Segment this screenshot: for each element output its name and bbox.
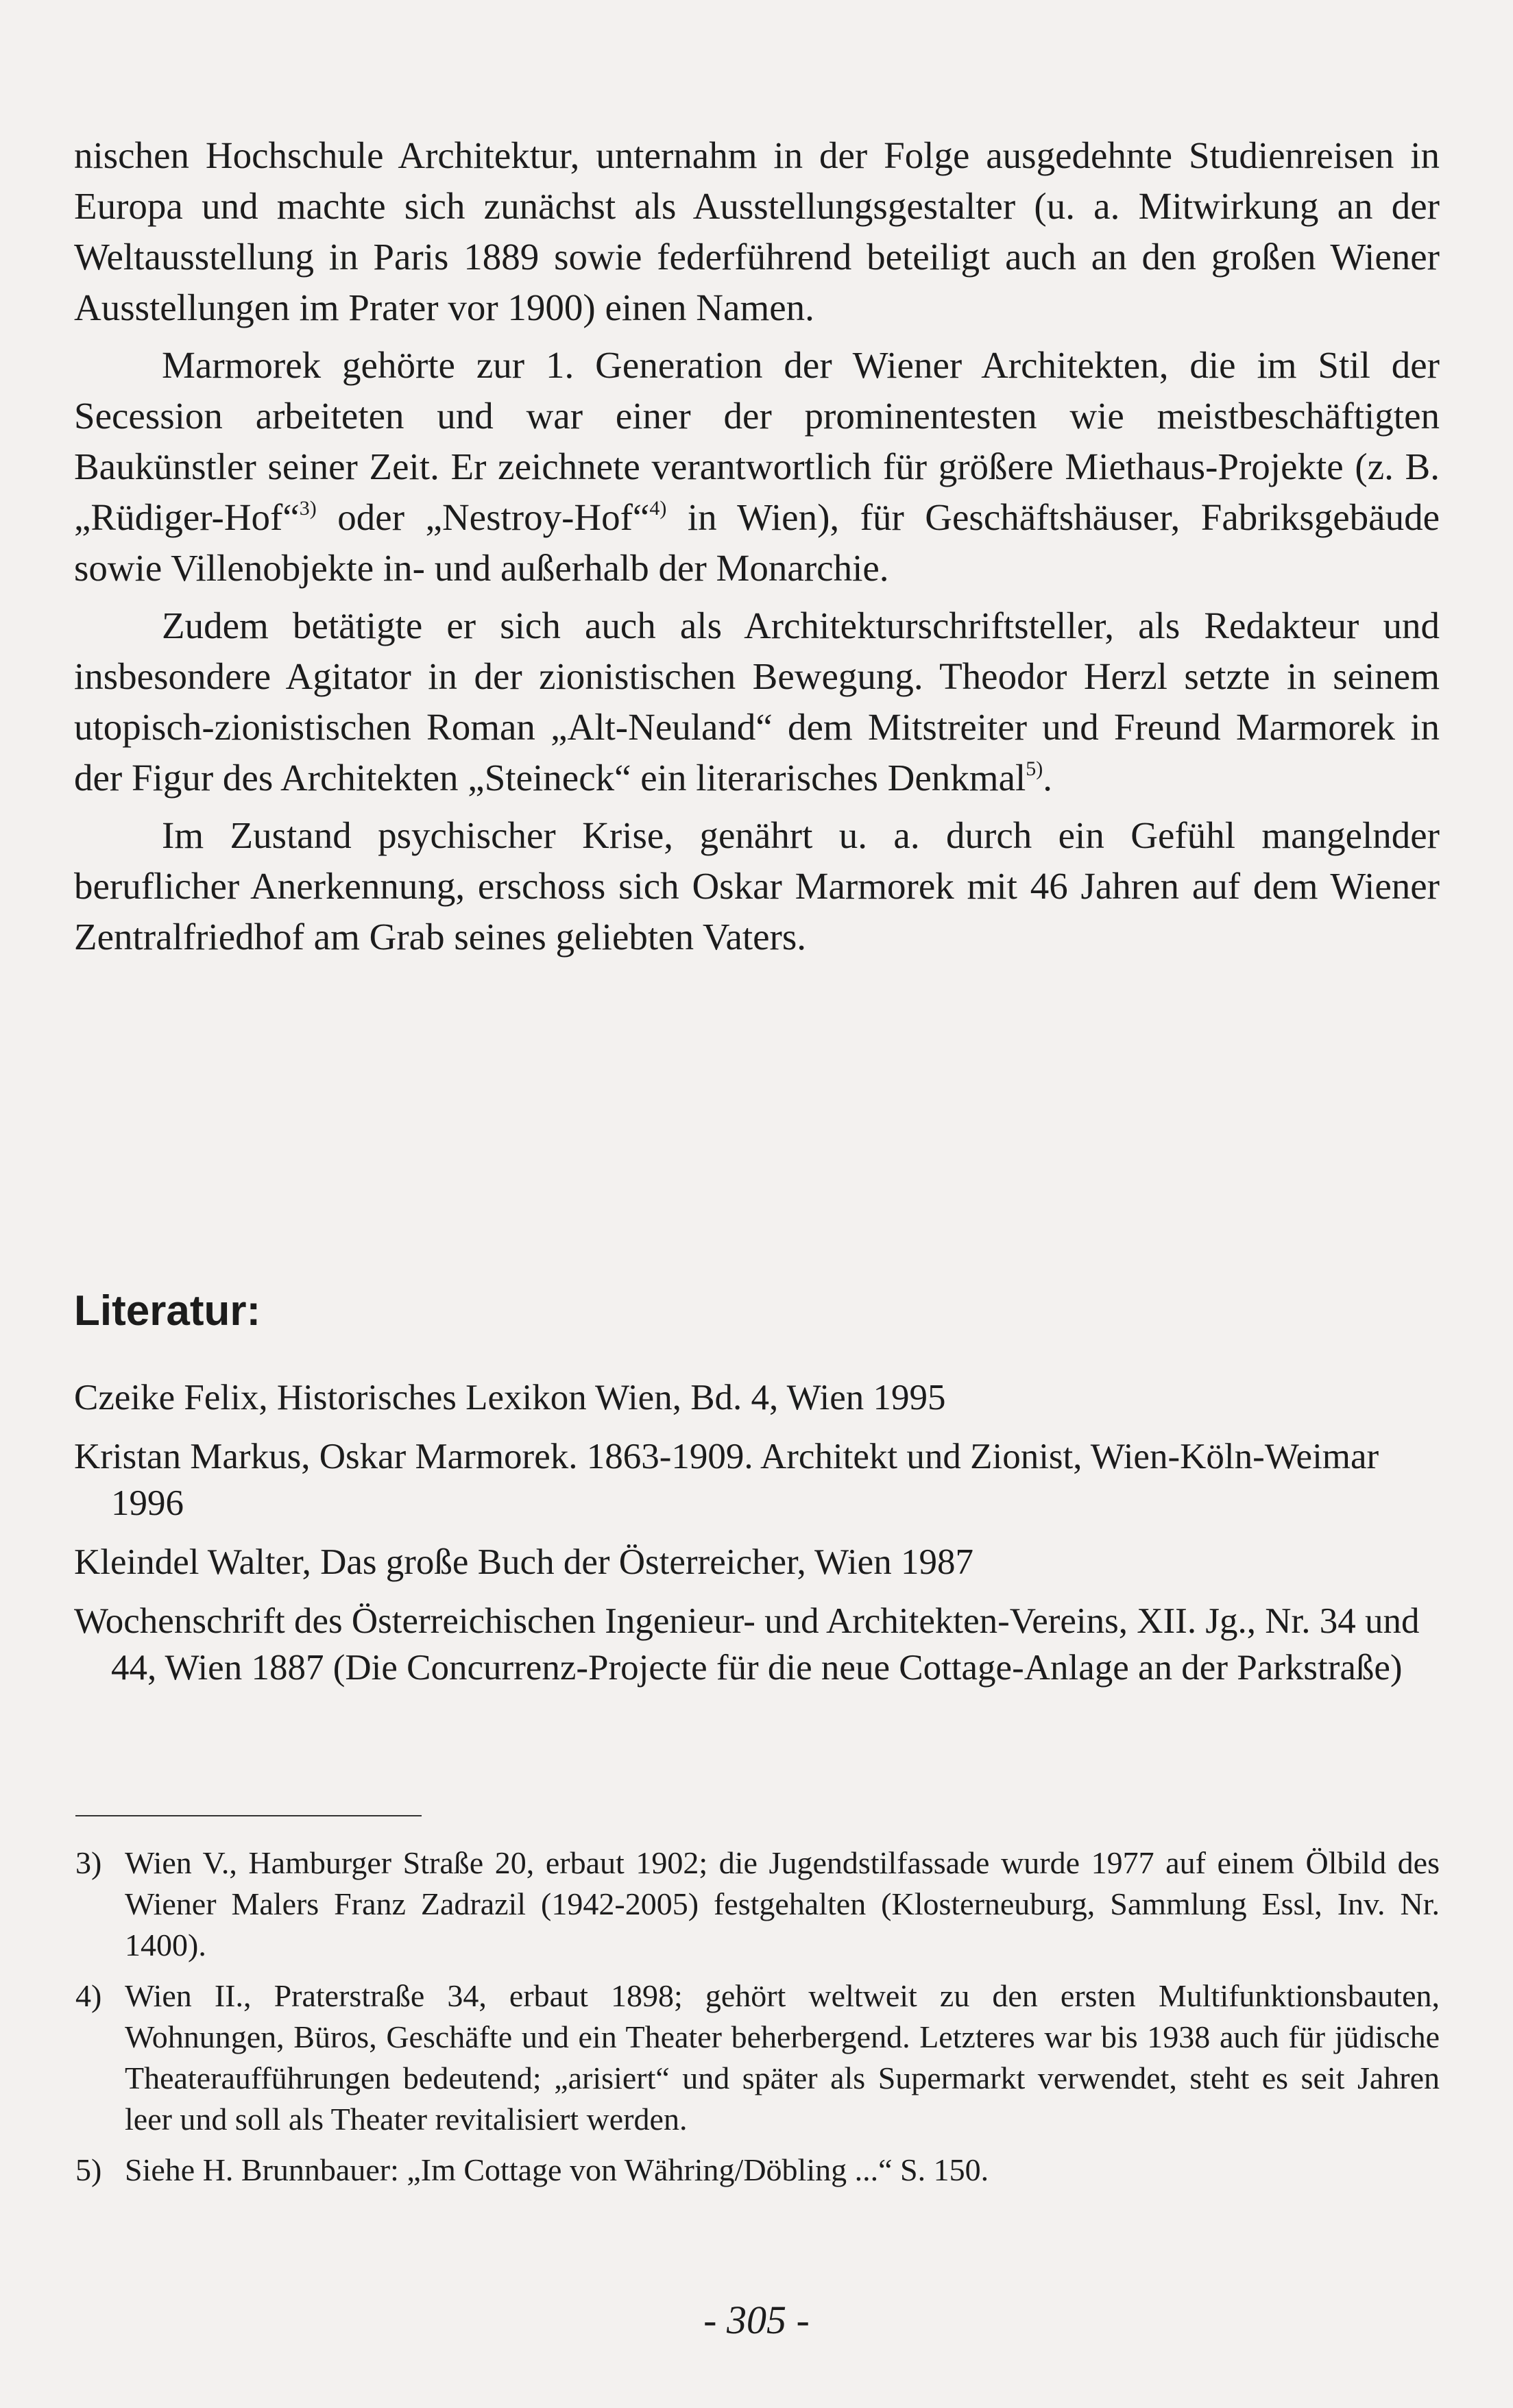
- literature-list: [74, 1374, 1440, 1703]
- footnote-3: [75, 1843, 1440, 1966]
- footnote-number: 5): [75, 2152, 102, 2187]
- page-number: - 305 -: [703, 2298, 810, 2342]
- paragraph-4-text: Im Zustand psychischer Krise, genährt u. a. durch ein Gefühl mangelnder beruflicher Anerkennung, erschoss sich Oskar Marmorek mit 46 Jahren auf dem Wiener Zentralfriedhof am Grab seines geliebten Vaters.: [74, 814, 1440, 958]
- footnote-separator: [75, 1815, 422, 1816]
- footnote-ref-4[interactable]: 4): [649, 497, 667, 520]
- literature-entry: Czeike Felix, Historisches Lexikon Wien, Bd. 4, Wien 1995: [74, 1378, 946, 1418]
- paragraph-4: [74, 810, 1440, 962]
- footnote-number: 3): [75, 1845, 102, 1880]
- body-text: [74, 130, 1440, 969]
- footnote-ref-3[interactable]: 3): [299, 497, 317, 520]
- footnote-4: [75, 1975, 1440, 2140]
- paragraph-1: [74, 130, 1440, 333]
- paragraph-2: [74, 340, 1440, 594]
- footnote-5: [75, 2150, 1440, 2191]
- footnote-ref-5[interactable]: 5): [1026, 757, 1043, 780]
- paragraph-3-text-start: Zudem betätigte er sich auch als Architekturschriftsteller, als Redakteur und insbesondere Agitator in der zionistischen Bewegung. Theodor Herzl setzte in seinem utopisch-zionistischen Roman „Alt-Neuland“ dem Mitstreiter und Freund Marmorek in der Figur des Architekten „Steineck“ ein literarisches Denkmal: [74, 605, 1440, 799]
- paragraph-1-text: nischen Hochschule Architektur, unternahm in der Folge ausgedehnte Studienreisen in Europa und machte sich zunächst als Ausstellungsgestalter (u. a. Mitwirkung an der Weltausstellung in Paris 1889 sowie federführend beteiligt auch an den großen Wiener Ausstellungen im Prater vor 1900) einen Namen.: [74, 134, 1440, 328]
- paragraph-3-text-end: .: [1043, 757, 1053, 799]
- literature-entry: Wochenschrift des Österreichischen Ingenieur- und Architekten-Vereins, XII. Jg., Nr. 34 und 44, Wien 1887 (Die Concurrenz-Projecte für die neue Cottage-Anlage an der Parkstraße): [74, 1601, 1420, 1688]
- literature-heading: Literatur:: [74, 1287, 261, 1335]
- literature-entry: Kristan Markus, Oskar Marmorek. 1863-1909. Architekt und Zionist, Wien-Köln-Weimar 1996: [74, 1437, 1379, 1523]
- footnote-text: Wien V., Hamburger Straße 20, erbaut 1902; die Jugendstilfassade wurde 1977 auf einem Ölbild des Wiener Malers Franz Zadrazil (1942-2005) festgehalten (Klosterneuburg, Sammlung Essl, Inv. Nr. 1400).: [125, 1845, 1440, 1962]
- literature-entry: Kleindel Walter, Das große Buch der Österreicher, Wien 1987: [74, 1542, 973, 1582]
- footnotes-list: [75, 1843, 1440, 2200]
- paragraph-2-text-start: Marmorek gehörte zur 1. Generation der Wiener Architekten, die im Stil der Secession arbeiteten und war einer der prominentesten wie meistbeschäftigten Baukünstler seiner Zeit. Er zeichnete verantwortlich für größere Miethaus-Projekte (z. B. „Rüdiger-Hof“: [74, 344, 1440, 538]
- paragraph-2-text-end: in Wien), für Geschäftshäuser, Fabriksgebäude sowie Villenobjekte in- und außerhalb der Monarchie.: [74, 496, 1440, 589]
- paragraph-2-text-middle: oder „Nestroy-Hof“: [316, 496, 650, 538]
- paragraph-3: [74, 600, 1440, 803]
- footnote-number: 4): [75, 1978, 102, 2013]
- footnote-text: Wien II., Praterstraße 34, erbaut 1898; gehört weltweit zu den ersten Multifunktionsbauten, Wohnungen, Büros, Geschäfte und ein Theater beherbergend. Letzteres war bis 1938 auch für jüdische Theateraufführungen bedeutend; „arisiert“ und später als Supermarkt verwendet, steht es seit Jahren leer und soll als Theater revitalisiert werden.: [125, 1978, 1440, 2137]
- footnote-text: Siehe H. Brunnbauer: „Im Cottage von Währing/Döbling ...“ S. 150.: [125, 2152, 989, 2187]
